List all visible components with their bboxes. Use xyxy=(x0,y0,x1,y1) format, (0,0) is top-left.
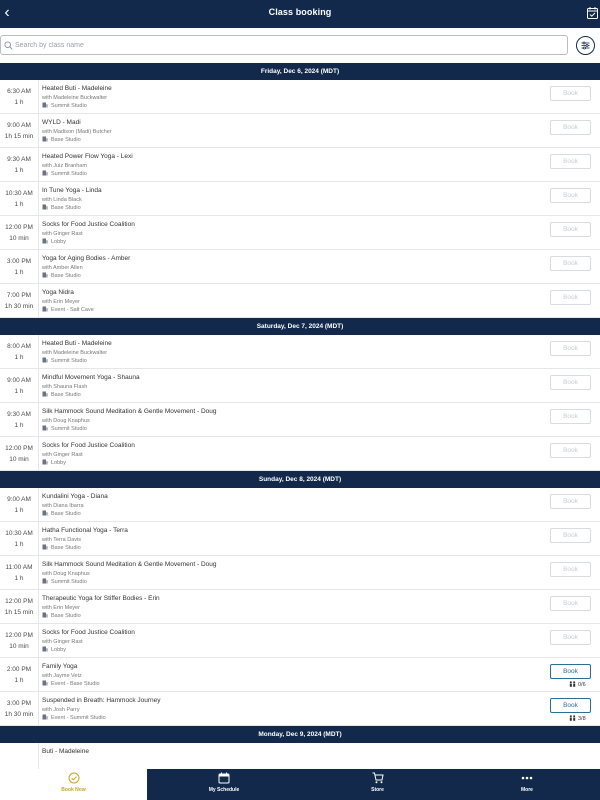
class-location xyxy=(42,459,66,467)
day-header: Monday, Dec 9, 2024 (MDT) xyxy=(0,726,600,743)
class-duration: 1h 15 min xyxy=(4,133,34,140)
nav-my-schedule-label: My Schedule xyxy=(208,787,240,793)
class-location-label: Base Studio xyxy=(51,511,81,517)
class-duration: 1h 15 min xyxy=(4,609,34,616)
row-divider xyxy=(38,692,39,725)
class-time: 9:00 AM xyxy=(7,377,31,384)
building-icon xyxy=(42,612,48,618)
class-location-label: Base Studio xyxy=(51,545,81,551)
day-header: Sunday, Dec 8, 2024 (MDT) xyxy=(0,471,600,488)
building-icon xyxy=(42,136,48,142)
class-instructor: with Diana Ibarra xyxy=(42,503,84,509)
book-button[interactable]: Book xyxy=(550,290,591,305)
row-divider xyxy=(38,556,39,589)
class-row[interactable] xyxy=(0,114,600,148)
book-button[interactable]: Book xyxy=(550,494,591,509)
calendar-icon xyxy=(218,772,230,784)
class-time: 7:00 PM xyxy=(6,292,32,299)
nav-more-label: More xyxy=(521,787,533,793)
row-divider xyxy=(38,488,39,521)
class-name: WYLD - Madi xyxy=(42,119,81,126)
class-location-label: Event - Summit Studio xyxy=(51,715,106,721)
class-duration: 1 h xyxy=(14,99,24,106)
class-duration: 1 h xyxy=(14,388,24,395)
class-time: 12:00 PM xyxy=(5,632,33,639)
book-button[interactable]: Book xyxy=(550,375,591,390)
class-capacity-value: 0/6 xyxy=(578,682,586,688)
search-icon xyxy=(4,41,13,50)
row-divider xyxy=(38,590,39,623)
class-time: 10:30 AM xyxy=(5,530,33,537)
class-name: Heated Power Flow Yoga - Lexi xyxy=(42,153,133,160)
class-instructor: with Ginger Rast xyxy=(42,231,83,237)
class-duration: 1 h xyxy=(14,201,24,208)
class-location-label: Event - Salt Cave xyxy=(51,307,94,313)
class-time: 9:00 AM xyxy=(7,122,31,129)
class-location-label: Summit Studio xyxy=(51,426,87,432)
class-location-label: Summit Studio xyxy=(51,358,87,364)
class-time: 12:00 PM xyxy=(5,598,33,605)
building-icon xyxy=(42,578,48,584)
class-duration: 1 h xyxy=(14,677,24,684)
class-location-label: Summit Studio xyxy=(51,579,87,585)
day-header: Saturday, Dec 7, 2024 (MDT) xyxy=(0,318,600,335)
class-row[interactable] xyxy=(0,335,600,369)
class-instructor: with Doug Knaphus xyxy=(42,571,90,577)
class-location xyxy=(42,612,81,620)
class-name: Kundalini Yoga - Diana xyxy=(42,493,108,500)
back-chevron-icon[interactable]: ‹ xyxy=(4,4,10,21)
class-row[interactable] xyxy=(0,556,600,590)
row-divider xyxy=(38,250,39,283)
book-button[interactable]: Book xyxy=(550,86,591,101)
building-icon xyxy=(42,510,48,516)
search-box xyxy=(0,35,568,55)
class-location xyxy=(42,714,106,722)
building-icon xyxy=(42,544,48,550)
book-button[interactable]: Book xyxy=(550,256,591,271)
class-instructor: with Amber Allen xyxy=(42,265,83,271)
book-button[interactable]: Book xyxy=(550,698,591,713)
class-time: 12:00 PM xyxy=(5,445,33,452)
schedule-list xyxy=(0,63,600,777)
class-row[interactable] xyxy=(0,437,600,471)
row-divider xyxy=(38,403,39,436)
class-location xyxy=(42,306,94,314)
class-row[interactable] xyxy=(0,522,600,556)
calendar-check-icon[interactable] xyxy=(587,7,598,19)
class-instructor: with Ginger Rast xyxy=(42,452,83,458)
class-name: Silk Hammock Sound Meditation & Gentle Movement - Doug xyxy=(42,561,217,568)
building-icon xyxy=(42,170,48,176)
class-location-label: Lobby xyxy=(51,460,66,466)
search-row xyxy=(0,35,600,57)
bottom-nav-left-panel xyxy=(0,769,147,800)
class-time: 6:30 AM xyxy=(7,88,31,95)
class-location xyxy=(42,170,87,178)
building-icon xyxy=(42,425,48,431)
class-instructor: with Jayme Vetz xyxy=(42,673,82,679)
bottom-nav-right-panel xyxy=(147,769,600,800)
building-icon xyxy=(42,391,48,397)
class-duration: 1 h xyxy=(14,167,24,174)
class-location-label: Summit Studio xyxy=(51,171,87,177)
building-icon xyxy=(42,680,48,686)
class-time: 9:30 AM xyxy=(7,411,31,418)
class-location-label: Base Studio xyxy=(51,205,81,211)
row-divider xyxy=(38,216,39,249)
check-circle-icon xyxy=(68,772,80,784)
class-location xyxy=(42,204,81,212)
class-row[interactable] xyxy=(0,488,600,522)
class-row[interactable] xyxy=(0,182,600,216)
book-button[interactable]: Book xyxy=(550,528,591,543)
class-row[interactable] xyxy=(0,369,600,403)
class-name: Yoga Nidra xyxy=(42,289,74,296)
row-divider xyxy=(38,284,39,317)
class-duration: 10 min xyxy=(9,456,29,463)
class-row[interactable] xyxy=(0,590,600,624)
nav-store[interactable] xyxy=(301,769,454,800)
class-instructor: with Erin Meyer xyxy=(42,605,80,611)
class-time: 9:00 AM xyxy=(7,496,31,503)
top-bar xyxy=(0,0,600,28)
class-location xyxy=(42,578,87,586)
class-duration: 1 h xyxy=(14,354,24,361)
class-name: Buti - Madeleine xyxy=(42,748,89,755)
class-name: Suspended in Breath: Hammock Journey xyxy=(42,697,161,704)
class-location-label: Summit Studio xyxy=(51,103,87,109)
row-divider xyxy=(38,182,39,215)
class-instructor: with Terra Davis xyxy=(42,537,82,543)
nav-book-now-label: Book Now xyxy=(61,787,86,793)
building-icon xyxy=(42,102,48,108)
class-row[interactable] xyxy=(0,403,600,437)
nav-book-now[interactable] xyxy=(0,769,147,800)
class-location xyxy=(42,102,87,110)
book-button[interactable]: Book xyxy=(550,664,591,679)
class-location-label: Base Studio xyxy=(51,392,81,398)
class-instructor: with Madeleine Buckwalter xyxy=(42,350,108,356)
class-duration: 1 h xyxy=(14,575,24,582)
row-divider xyxy=(38,658,39,691)
class-name: Silk Hammock Sound Meditation & Gentle Movement - Doug xyxy=(42,408,217,415)
class-capacity-value: 3/8 xyxy=(578,716,586,722)
class-row[interactable] xyxy=(0,692,600,726)
class-location xyxy=(42,272,81,280)
building-icon xyxy=(42,306,48,312)
class-row[interactable] xyxy=(0,284,600,318)
nav-store-label: Store xyxy=(371,787,384,793)
class-time: 3:00 PM xyxy=(6,700,32,707)
building-icon xyxy=(42,714,48,720)
class-time: 10:30 AM xyxy=(5,190,33,197)
nav-more[interactable] xyxy=(454,769,600,800)
row-divider xyxy=(38,335,39,368)
class-location-label: Lobby xyxy=(51,647,66,653)
class-duration: 1 h xyxy=(14,507,24,514)
class-name: Hatha Functional Yoga - Terra xyxy=(42,527,128,534)
book-button[interactable]: Book xyxy=(550,120,591,135)
class-location-label: Event - Base Studio xyxy=(51,681,100,687)
book-button[interactable]: Book xyxy=(550,443,591,458)
class-row[interactable] xyxy=(0,250,600,284)
row-divider xyxy=(38,80,39,113)
class-name: Socks for Food Justice Coalition xyxy=(42,629,135,636)
book-button[interactable]: Book xyxy=(550,596,591,611)
book-button[interactable]: Book xyxy=(550,154,591,169)
class-location xyxy=(42,544,81,552)
class-location xyxy=(42,357,87,365)
class-name: Family Yoga xyxy=(42,663,78,670)
class-row[interactable] xyxy=(0,148,600,182)
class-location-label: Base Studio xyxy=(51,137,81,143)
class-instructor: with Doug Knaphus xyxy=(42,418,90,424)
class-instructor: with Juiz Branham xyxy=(42,163,87,169)
book-button[interactable]: Book xyxy=(550,341,591,356)
building-icon xyxy=(42,646,48,652)
building-icon xyxy=(42,459,48,465)
class-time: 11:00 AM xyxy=(5,564,33,571)
sliders-filter-icon xyxy=(581,41,590,50)
building-icon xyxy=(42,238,48,244)
class-instructor: with Madison (Madi) Butcher xyxy=(42,129,112,135)
class-time: 12:00 PM xyxy=(5,224,33,231)
page-title: Class booking xyxy=(268,7,332,17)
row-divider xyxy=(38,522,39,555)
class-location xyxy=(42,646,66,654)
more-dots-icon xyxy=(521,772,533,784)
class-location xyxy=(42,510,81,518)
book-button[interactable]: Book xyxy=(550,188,591,203)
class-location xyxy=(42,680,100,688)
class-time: 2:00 PM xyxy=(6,666,32,673)
class-name: Heated Buti - Madeleine xyxy=(42,85,112,92)
class-name: Yoga for Aging Bodies - Amber xyxy=(42,255,131,262)
row-divider xyxy=(38,437,39,470)
class-row[interactable] xyxy=(0,624,600,658)
book-button[interactable]: Book xyxy=(550,409,591,424)
class-name: In Tune Yoga - Linda xyxy=(42,187,102,194)
class-location xyxy=(42,136,81,144)
row-divider xyxy=(38,114,39,147)
cart-icon xyxy=(372,772,384,784)
filter-button[interactable] xyxy=(576,36,595,55)
row-divider xyxy=(38,148,39,181)
class-row[interactable] xyxy=(0,216,600,250)
class-instructor: with Shauna Flash xyxy=(42,384,88,390)
class-time: 3:00 PM xyxy=(6,258,32,265)
class-name: Therapeutic Yoga for Stiffer Bodies - Erin xyxy=(42,595,160,602)
class-duration: 1h 30 min xyxy=(4,711,34,718)
class-name: Mindful Movement Yoga - Shauna xyxy=(42,374,140,381)
nav-my-schedule[interactable] xyxy=(147,769,301,800)
bottom-nav xyxy=(0,769,600,800)
row-divider xyxy=(38,369,39,402)
class-location-label: Lobby xyxy=(51,239,66,245)
class-capacity xyxy=(569,681,586,689)
people-icon xyxy=(569,715,576,721)
book-button[interactable]: Book xyxy=(550,222,591,237)
class-location xyxy=(42,391,81,399)
class-instructor: with Erin Meyer xyxy=(42,299,80,305)
class-row[interactable] xyxy=(0,658,600,692)
class-time: 8:00 AM xyxy=(7,343,31,350)
building-icon xyxy=(42,357,48,363)
class-instructor: with Ginger Rast xyxy=(42,639,83,645)
class-instructor: with Madeleine Buckwalter xyxy=(42,95,108,101)
people-icon xyxy=(569,681,576,687)
class-duration: 1 h xyxy=(14,422,24,429)
class-location-label: Base Studio xyxy=(51,613,81,619)
book-button[interactable]: Book xyxy=(550,630,591,645)
class-name: Socks for Food Justice Coalition xyxy=(42,221,135,228)
class-time: 9:30 AM xyxy=(7,156,31,163)
class-duration: 10 min xyxy=(9,643,29,650)
class-instructor: with Josh Parry xyxy=(42,707,80,713)
class-name: Heated Buti - Madeleine xyxy=(42,340,112,347)
class-instructor: with Linda Black xyxy=(42,197,82,203)
class-duration: 10 min xyxy=(9,235,29,242)
class-capacity xyxy=(569,715,586,723)
class-location xyxy=(42,238,66,246)
class-location-label: Base Studio xyxy=(51,273,81,279)
building-icon xyxy=(42,272,48,278)
book-button[interactable]: Book xyxy=(550,562,591,577)
day-header: Friday, Dec 6, 2024 (MDT) xyxy=(0,63,600,80)
class-row[interactable] xyxy=(0,80,600,114)
class-location xyxy=(42,425,87,433)
class-duration: 1 h xyxy=(14,541,24,548)
building-icon xyxy=(42,204,48,210)
class-name: Socks for Food Justice Coalition xyxy=(42,442,135,449)
search-input[interactable] xyxy=(15,37,563,53)
class-duration: 1 h xyxy=(14,269,24,276)
class-duration: 1h 30 min xyxy=(4,303,34,310)
row-divider xyxy=(38,624,39,657)
